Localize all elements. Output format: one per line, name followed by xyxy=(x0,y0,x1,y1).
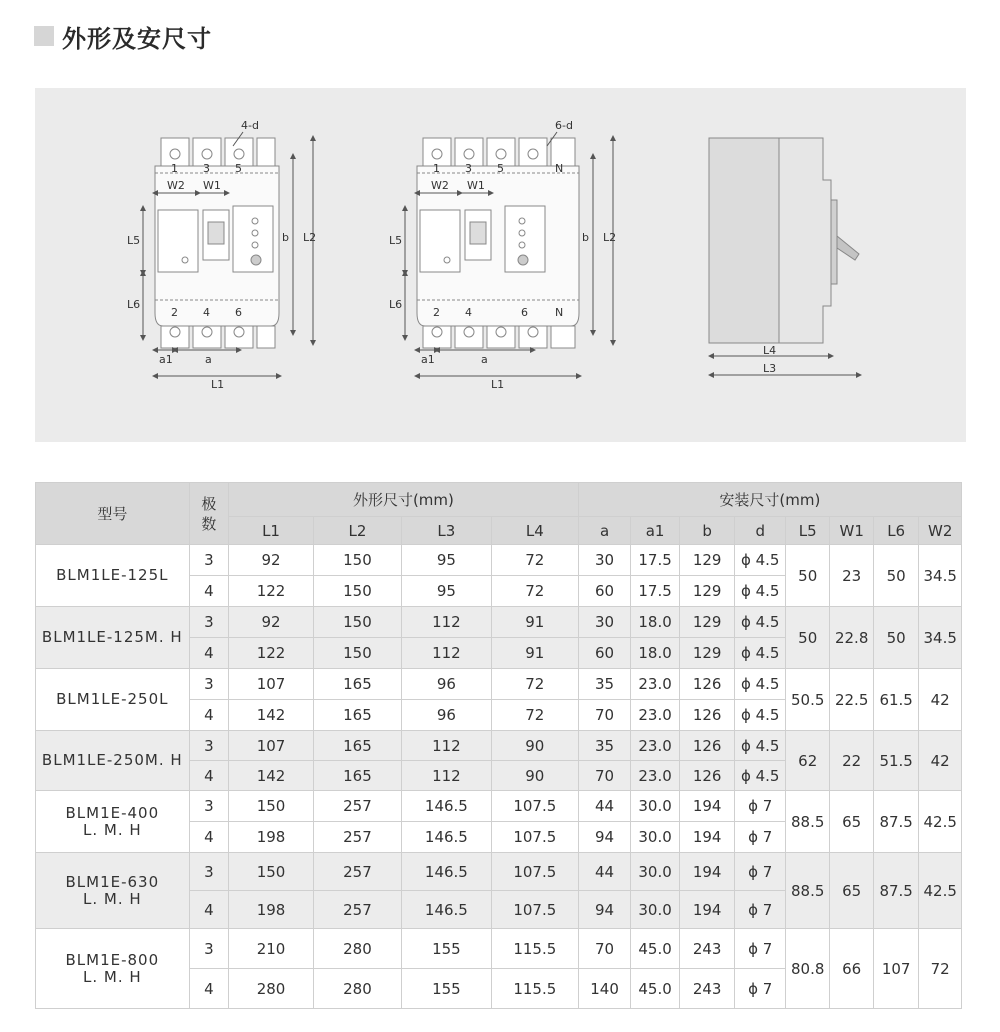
col-header: L3 xyxy=(401,517,491,545)
cell-w1: 66 xyxy=(830,929,873,1009)
cell-l2: 257 xyxy=(313,791,401,822)
cell-l1: 122 xyxy=(229,638,314,669)
cell-l1: 92 xyxy=(229,545,314,576)
svg-text:W1: W1 xyxy=(203,179,221,192)
side-view-dims xyxy=(711,356,859,375)
cell-w2: 42.5 xyxy=(919,791,962,853)
poles-cell: 3 xyxy=(189,791,228,822)
model-cell: BLM1LE-125M. H xyxy=(36,607,190,669)
cell-b: 243 xyxy=(679,929,735,969)
dimension-drawing-svg xyxy=(35,88,966,442)
cell-a1: 17.5 xyxy=(631,545,680,576)
poles-cell: 4 xyxy=(189,891,228,929)
cell-l3: 112 xyxy=(401,607,491,638)
bullet-square-icon xyxy=(34,26,54,46)
svg-text:a1: a1 xyxy=(159,353,173,366)
cell-l2: 150 xyxy=(313,545,401,576)
cell-d: ϕ 7 xyxy=(735,929,786,969)
cell-l4: 107.5 xyxy=(491,791,578,822)
cell-b: 126 xyxy=(679,761,735,791)
cell-a1: 18.0 xyxy=(631,638,680,669)
holes-label-3p: 4-d xyxy=(241,119,259,132)
cell-d: ϕ 4.5 xyxy=(735,761,786,791)
svg-text:L1: L1 xyxy=(491,378,505,391)
cell-l2: 280 xyxy=(313,929,401,969)
cell-w1: 22 xyxy=(830,731,873,791)
table-row xyxy=(36,929,962,969)
cell-l6: 51.5 xyxy=(873,731,918,791)
cell-d: ϕ 4.5 xyxy=(735,669,786,700)
cell-l1: 280 xyxy=(229,969,314,1009)
cell-l4: 72 xyxy=(491,576,578,607)
cell-l2: 280 xyxy=(313,969,401,1009)
cell-a: 94 xyxy=(578,822,631,853)
svg-text:L5: L5 xyxy=(389,234,403,247)
cell-l2: 165 xyxy=(313,669,401,700)
cell-l3: 146.5 xyxy=(401,891,491,929)
cell-a: 30 xyxy=(578,607,631,638)
cell-a1: 30.0 xyxy=(631,791,680,822)
svg-text:a: a xyxy=(205,353,212,366)
cell-d: ϕ 4.5 xyxy=(735,638,786,669)
svg-text:L6: L6 xyxy=(127,298,141,311)
cell-a: 35 xyxy=(578,731,631,761)
poles-cell: 3 xyxy=(189,545,228,576)
cell-l3: 96 xyxy=(401,669,491,700)
svg-text:N: N xyxy=(555,306,564,319)
cell-a: 70 xyxy=(578,700,631,731)
svg-text:W2: W2 xyxy=(167,179,185,192)
cell-l5: 88.5 xyxy=(785,853,829,929)
cell-a1: 18.0 xyxy=(631,607,680,638)
cell-l6: 87.5 xyxy=(873,853,918,929)
cell-l4: 115.5 xyxy=(491,929,578,969)
cell-d: ϕ 7 xyxy=(735,853,786,891)
svg-text:L2: L2 xyxy=(303,231,317,244)
cell-w2: 42 xyxy=(919,731,962,791)
svg-text:b: b xyxy=(582,231,589,244)
cell-w2: 34.5 xyxy=(919,607,962,669)
cell-a: 30 xyxy=(578,545,631,576)
col-header: d xyxy=(735,517,786,545)
cell-a: 70 xyxy=(578,761,631,791)
cell-l6: 107 xyxy=(873,929,918,1009)
cell-a1: 30.0 xyxy=(631,822,680,853)
poles-cell: 4 xyxy=(189,576,228,607)
svg-text:3: 3 xyxy=(203,162,210,175)
cell-a1: 23.0 xyxy=(631,731,680,761)
svg-text:L4: L4 xyxy=(763,344,777,357)
cell-w1: 65 xyxy=(830,791,873,853)
cell-l2: 150 xyxy=(313,607,401,638)
poles-cell: 4 xyxy=(189,700,228,731)
cell-w1: 65 xyxy=(830,853,873,929)
cell-l1: 92 xyxy=(229,607,314,638)
cell-d: ϕ 4.5 xyxy=(735,700,786,731)
cell-l5: 80.8 xyxy=(785,929,829,1009)
svg-text:W1: W1 xyxy=(467,179,485,192)
svg-text:1: 1 xyxy=(171,162,178,175)
cell-w2: 42.5 xyxy=(919,853,962,929)
svg-text:1: 1 xyxy=(433,162,440,175)
cell-a1: 23.0 xyxy=(631,700,680,731)
header-model: 型号 xyxy=(36,483,190,545)
poles-cell: 3 xyxy=(189,853,228,891)
cell-l4: 72 xyxy=(491,545,578,576)
header-outline-dims: 外形尺寸(mm) xyxy=(229,483,579,517)
cell-d: ϕ 7 xyxy=(735,791,786,822)
cell-l3: 112 xyxy=(401,731,491,761)
cell-a: 44 xyxy=(578,853,631,891)
cell-a1: 45.0 xyxy=(631,929,680,969)
cell-l2: 257 xyxy=(313,822,401,853)
cell-b: 126 xyxy=(679,669,735,700)
col-header: b xyxy=(679,517,735,545)
cell-l3: 146.5 xyxy=(401,853,491,891)
model-cell: BLM1LE-250L xyxy=(36,669,190,731)
cell-l3: 95 xyxy=(401,545,491,576)
svg-text:3: 3 xyxy=(465,162,472,175)
col-header: L4 xyxy=(491,517,578,545)
cell-l3: 155 xyxy=(401,929,491,969)
cell-b: 129 xyxy=(679,638,735,669)
cell-l5: 62 xyxy=(785,731,829,791)
poles-cell: 4 xyxy=(189,822,228,853)
poles-cell: 3 xyxy=(189,929,228,969)
table-row xyxy=(36,731,962,761)
svg-text:W2: W2 xyxy=(431,179,449,192)
cell-a: 35 xyxy=(578,669,631,700)
cell-l2: 165 xyxy=(313,761,401,791)
cell-l5: 50.5 xyxy=(785,669,829,731)
table-row xyxy=(36,669,962,700)
cell-w1: 22.8 xyxy=(830,607,873,669)
cell-l6: 50 xyxy=(873,545,918,607)
svg-text:L2: L2 xyxy=(603,231,617,244)
cell-l6: 61.5 xyxy=(873,669,918,731)
table-body xyxy=(36,545,962,1009)
poles-cell: 3 xyxy=(189,669,228,700)
cell-a: 60 xyxy=(578,576,631,607)
cell-a1: 45.0 xyxy=(631,969,680,1009)
col-header: L1 xyxy=(229,517,314,545)
cell-l4: 91 xyxy=(491,638,578,669)
svg-text:4: 4 xyxy=(203,306,210,319)
cell-l3: 95 xyxy=(401,576,491,607)
cell-d: ϕ 4.5 xyxy=(735,731,786,761)
table-row xyxy=(36,791,962,822)
cell-a: 70 xyxy=(578,929,631,969)
col-header: a1 xyxy=(631,517,680,545)
cell-l1: 142 xyxy=(229,700,314,731)
poles-cell: 3 xyxy=(189,607,228,638)
side-view xyxy=(709,138,859,343)
svg-text:6: 6 xyxy=(521,306,528,319)
cell-w2: 42 xyxy=(919,669,962,731)
svg-text:L6: L6 xyxy=(389,298,403,311)
svg-text:L5: L5 xyxy=(127,234,141,247)
poles-cell: 4 xyxy=(189,638,228,669)
svg-text:2: 2 xyxy=(433,306,440,319)
cell-d: ϕ 7 xyxy=(735,822,786,853)
cell-l4: 107.5 xyxy=(491,853,578,891)
cell-a: 60 xyxy=(578,638,631,669)
col-header: L6 xyxy=(873,517,918,545)
cell-w2: 72 xyxy=(919,929,962,1009)
col-header: L2 xyxy=(313,517,401,545)
cell-a1: 30.0 xyxy=(631,853,680,891)
svg-text:2: 2 xyxy=(171,306,178,319)
col-header: W1 xyxy=(830,517,873,545)
cell-l5: 50 xyxy=(785,545,829,607)
svg-text:5: 5 xyxy=(235,162,242,175)
cell-l4: 107.5 xyxy=(491,822,578,853)
svg-text:4: 4 xyxy=(465,306,472,319)
cell-l1: 198 xyxy=(229,822,314,853)
cell-l4: 90 xyxy=(491,761,578,791)
cell-l1: 198 xyxy=(229,891,314,929)
cell-w1: 22.5 xyxy=(830,669,873,731)
cell-l3: 146.5 xyxy=(401,822,491,853)
cell-a1: 30.0 xyxy=(631,891,680,929)
col-header: L5 xyxy=(785,517,829,545)
cell-l6: 87.5 xyxy=(873,791,918,853)
model-cell: BLM1LE-250M. H xyxy=(36,731,190,791)
cell-b: 126 xyxy=(679,731,735,761)
table-row xyxy=(36,545,962,576)
cell-l4: 72 xyxy=(491,700,578,731)
section-title: 外形及安尺寸 xyxy=(62,24,212,53)
cell-l3: 96 xyxy=(401,700,491,731)
cell-l2: 257 xyxy=(313,853,401,891)
cell-l4: 115.5 xyxy=(491,969,578,1009)
cell-b: 129 xyxy=(679,576,735,607)
cell-a1: 17.5 xyxy=(631,576,680,607)
model-cell: BLM1E-630 L. M. H xyxy=(36,853,190,929)
cell-b: 126 xyxy=(679,700,735,731)
cell-l5: 88.5 xyxy=(785,791,829,853)
cell-d: ϕ 4.5 xyxy=(735,607,786,638)
cell-l4: 72 xyxy=(491,669,578,700)
cell-d: ϕ 7 xyxy=(735,891,786,929)
svg-text:L3: L3 xyxy=(763,362,777,375)
cell-l3: 146.5 xyxy=(401,791,491,822)
svg-text:b: b xyxy=(282,231,289,244)
cell-b: 129 xyxy=(679,607,735,638)
cell-l2: 257 xyxy=(313,891,401,929)
cell-a: 140 xyxy=(578,969,631,1009)
cell-l4: 107.5 xyxy=(491,891,578,929)
cell-l2: 165 xyxy=(313,700,401,731)
cell-l1: 150 xyxy=(229,791,314,822)
svg-text:5: 5 xyxy=(497,162,504,175)
svg-text:6: 6 xyxy=(235,306,242,319)
table-row xyxy=(36,853,962,891)
table-row xyxy=(36,607,962,638)
cell-l4: 90 xyxy=(491,731,578,761)
poles-cell: 3 xyxy=(189,731,228,761)
cell-l5: 50 xyxy=(785,607,829,669)
cell-b: 194 xyxy=(679,791,735,822)
cell-l3: 112 xyxy=(401,638,491,669)
col-header: a xyxy=(578,517,631,545)
col-header: W2 xyxy=(919,517,962,545)
header-poles: 极 数 xyxy=(189,483,228,545)
cell-l1: 122 xyxy=(229,576,314,607)
cell-a: 94 xyxy=(578,891,631,929)
cell-d: ϕ 4.5 xyxy=(735,545,786,576)
cell-d: ϕ 4.5 xyxy=(735,576,786,607)
cell-b: 194 xyxy=(679,853,735,891)
cell-b: 129 xyxy=(679,545,735,576)
cell-a: 44 xyxy=(578,791,631,822)
cell-l2: 165 xyxy=(313,731,401,761)
cell-l1: 150 xyxy=(229,853,314,891)
cell-l6: 50 xyxy=(873,607,918,669)
cell-b: 194 xyxy=(679,822,735,853)
cell-l1: 142 xyxy=(229,761,314,791)
section-header xyxy=(34,20,212,52)
side-view-dim-labels xyxy=(763,344,776,375)
cell-l3: 112 xyxy=(401,761,491,791)
cell-a1: 23.0 xyxy=(631,669,680,700)
cell-w2: 34.5 xyxy=(919,545,962,607)
cell-b: 194 xyxy=(679,891,735,929)
model-cell: BLM1LE-125L xyxy=(36,545,190,607)
svg-text:N: N xyxy=(555,162,564,175)
poles-cell: 4 xyxy=(189,969,228,1009)
model-cell: BLM1E-400 L. M. H xyxy=(36,791,190,853)
svg-text:a: a xyxy=(481,353,488,366)
cell-b: 243 xyxy=(679,969,735,1009)
svg-text:L1: L1 xyxy=(211,378,225,391)
model-cell: BLM1E-800 L. M. H xyxy=(36,929,190,1009)
cell-l1: 107 xyxy=(229,669,314,700)
cell-a1: 23.0 xyxy=(631,761,680,791)
cell-l1: 210 xyxy=(229,929,314,969)
holes-label-4p: 6-d xyxy=(555,119,573,132)
cell-d: ϕ 7 xyxy=(735,969,786,1009)
cell-l3: 155 xyxy=(401,969,491,1009)
header-install-dims: 安装尺寸(mm) xyxy=(578,483,961,517)
poles-cell: 4 xyxy=(189,761,228,791)
dimension-drawing xyxy=(35,88,966,442)
cell-l2: 150 xyxy=(313,638,401,669)
cell-l1: 107 xyxy=(229,731,314,761)
cell-l2: 150 xyxy=(313,576,401,607)
cell-w1: 23 xyxy=(830,545,873,607)
cell-l4: 91 xyxy=(491,607,578,638)
dimensions-table xyxy=(35,482,962,1009)
svg-text:a1: a1 xyxy=(421,353,435,366)
